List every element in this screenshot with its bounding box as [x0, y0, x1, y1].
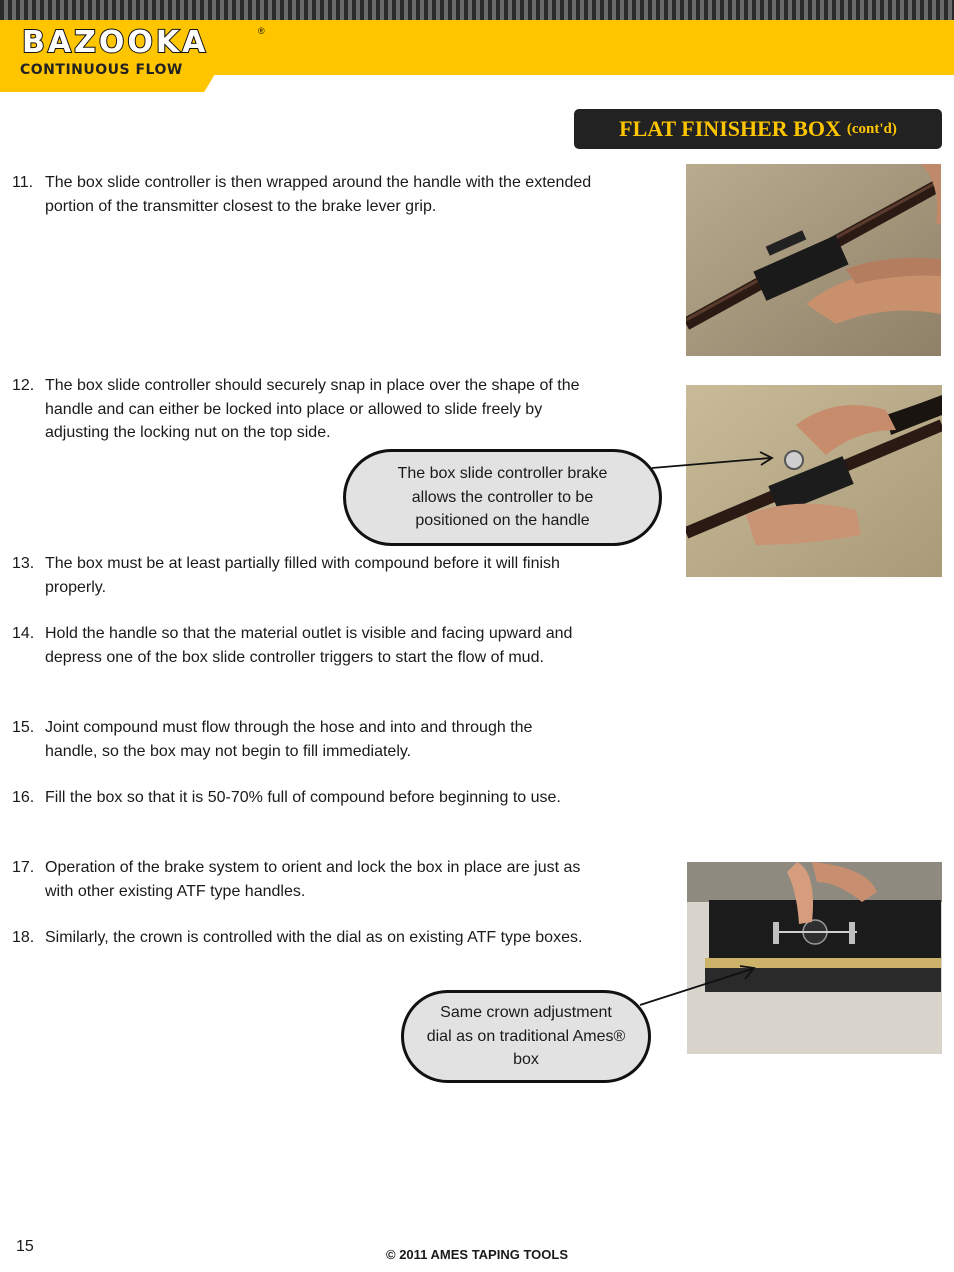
section-subtitle: (cont'd) — [846, 120, 897, 137]
step-number: 18. — [12, 929, 35, 946]
step-text: The box slide controller is then wrapped around the handle with the extended portion of the transmitter closest to the brake lever grip. — [45, 174, 592, 215]
step-11 — [12, 171, 592, 218]
step-text: The box must be at least partially filled with compound before it will finish properly. — [45, 555, 560, 596]
step-number: 13. — [12, 555, 35, 572]
step-13 — [12, 552, 592, 599]
step-number: 11. — [12, 174, 34, 191]
step-text: Operation of the brake system to orient and lock the box in place are just as with other existing ATF type handles. — [45, 859, 581, 900]
section-title: FLAT FINISHER BOX — [619, 116, 841, 141]
step-12 — [12, 374, 597, 445]
copyright-notice: © 2011 AMES TAPING TOOLS — [386, 1247, 568, 1262]
step-text: Hold the handle so that the material outlet is visible and facing upward and depress one of the box slide controller triggers to start the flow of mud. — [45, 625, 573, 666]
logo-registered-mark: ® — [258, 26, 265, 36]
page-number: 15 — [16, 1238, 34, 1255]
section-title-box — [574, 109, 942, 149]
step-number: 16. — [12, 789, 35, 806]
step-15 — [12, 716, 582, 763]
step-16 — [12, 786, 602, 810]
photo-controller-wrapping — [686, 164, 941, 356]
step-text: The box slide controller should securely snap in place over the shape of the handle and can either be locked into place or allowed to slide freely by adjusting the locking nut on the top side. — [45, 377, 580, 441]
step-number: 15. — [12, 719, 35, 736]
step-number: 14. — [12, 625, 35, 642]
step-17 — [12, 856, 602, 903]
page-header — [0, 0, 954, 92]
logo-tagline: CONTINUOUS FLOW — [20, 62, 183, 78]
step-18 — [12, 926, 602, 950]
photo-controller-brake — [686, 385, 942, 577]
photo-crown-dial — [687, 862, 942, 1054]
step-text: Joint compound must flow through the hose and into and through the handle, so the box may not begin to fill immediately. — [45, 719, 533, 760]
step-text: Similarly, the crown is controlled with the dial as on existing ATF type boxes. — [45, 929, 583, 946]
step-number: 17. — [12, 859, 35, 876]
callout-crown-dial: Same crown adjustment dial as on traditional Ames® box — [401, 990, 651, 1083]
callout-controller-brake: The box slide controller brake allows the controller to be positioned on the handle — [343, 449, 662, 546]
bazooka-logo — [22, 25, 265, 60]
header-checker-strip — [0, 0, 954, 20]
step-number: 12. — [12, 377, 35, 394]
logo-word: BAZOOKA — [22, 25, 209, 60]
step-14 — [12, 622, 592, 669]
step-text: Fill the box so that it is 50-70% full of compound before beginning to use. — [45, 789, 561, 806]
